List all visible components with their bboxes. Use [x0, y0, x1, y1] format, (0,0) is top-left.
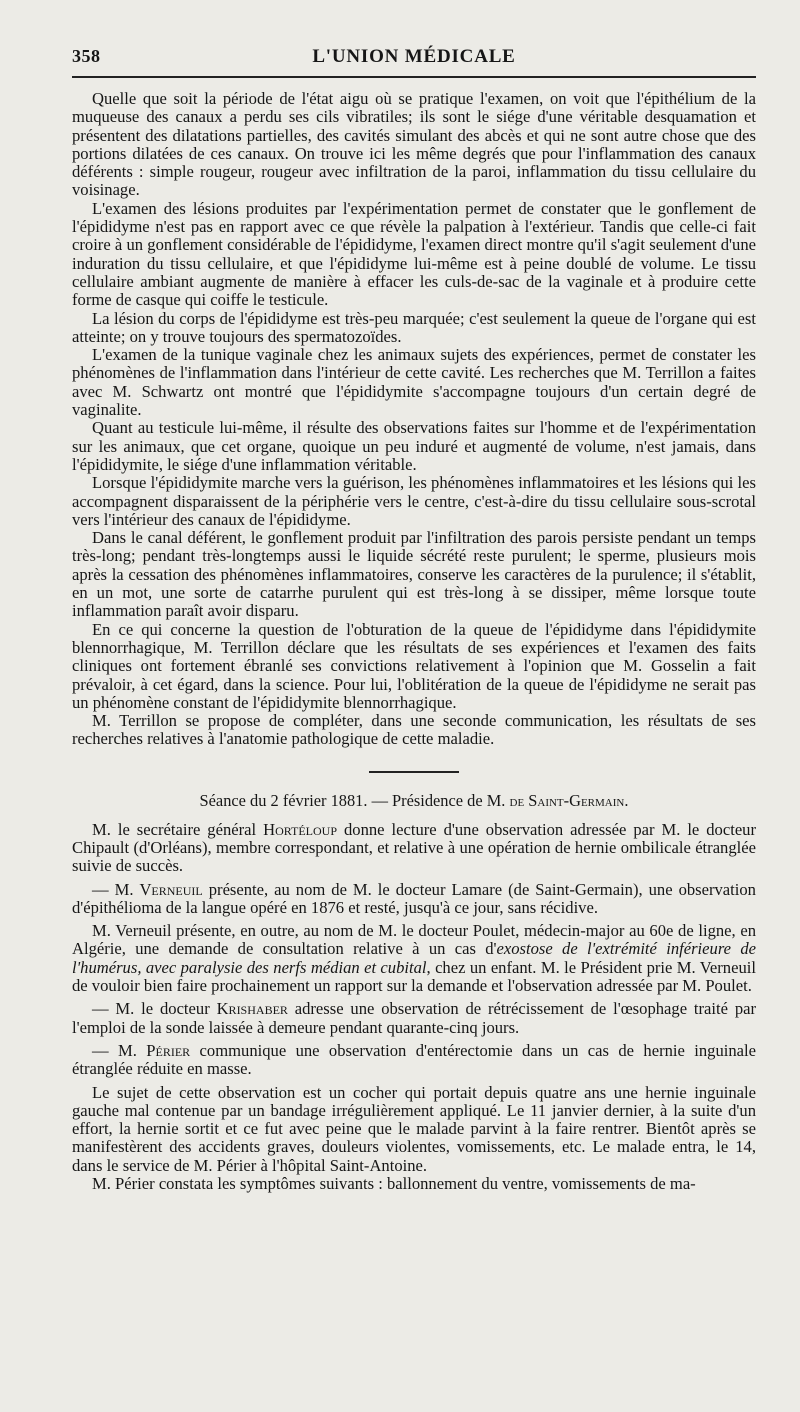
text-run: M. Verneuil présente, en outre, au nom de M. le docteur Poulet, médecin-major au 60e de ligne, en Algérie, une demande de consultation relative à un cas d'	[72, 921, 756, 959]
header-rule	[72, 76, 756, 78]
journal-title: L'UNION MÉDICALE	[312, 46, 516, 67]
paragraph: Le sujet de cette observation est un cocher qui portait depuis quatre ans une hernie inguinale gauche mal contenue par un bandage irrégulièrement appliqué. Le 11 janvier dernier, à la suite d'un effort, la hernie sortit et ce fut avec peine que le malade parvint à la faire rentrer. Bientôt après se manifestèrent des accidents graves, douleurs violentes, vomissements, etc. Le malade entra, le 14, dans le service de M. Périer à l'hôpital Saint-Antoine.	[72, 1082, 756, 1175]
seance-body	[72, 821, 756, 1194]
text-run: — M.	[92, 1040, 147, 1060]
text-run: donne lecture d'une observation adressée par M. le docteur Chipault (d'Orléans), membre correspondant, et relative à une opération de hernie ombilicale étranglée suivie de succès.	[72, 819, 757, 876]
person-name: Verneuil	[139, 879, 203, 899]
paragraph: Lorsque l'épididymite marche vers la guérison, les phénomènes inflammatoires et les lésions qui les accompagnent disparaissent de la périphérie vers le centre, c'est-à-dire du tissu cellulaire sous-scrotal vers l'intérieur des canaux de l'épididyme.	[72, 473, 756, 529]
seance-heading-text: Séance du 2 février 1881. — Présidence de M.	[199, 790, 510, 810]
paragraph: Quelle que soit la période de l'état aigu où se pratique l'examen, on voit que l'épithélium de la muqueuse des canaux a perdu ses cils vibratiles; ils sont le siége d'une véritable desquamation et présentent des dilatations partielles, des cavités simulant des abcès et qui ne sont autre chose que des portions dilatées de ces canaux. On trouve ici les même degrés que pour l'inflammation des canaux déférents : simple rougeur, rougeur avec infiltration de la paroi, inflammation du tissu cellulaire du voisinage.	[72, 89, 756, 200]
paragraph	[72, 881, 756, 918]
person-name: Périer	[146, 1040, 191, 1060]
paragraph	[72, 922, 756, 995]
person-name: Hortéloup	[263, 819, 338, 839]
italic-title: exostose de l'extrémité inférieure de l'humérus, avec paralysie des nerfs médian et cubital	[72, 939, 757, 977]
person-name: Krishaber	[216, 999, 288, 1019]
seance-heading	[72, 791, 756, 811]
seance-president-name: de Saint-Germain	[509, 790, 625, 810]
paragraph: Dans le canal déférent, le gonflement produit par l'infiltration des parois persiste pendant un temps très-long; pendant très-longtemps aussi le liquide sécrété reste purulent; le sperme, plusieurs mois après la cessation des phénomènes inflammatoires, conserve les caractères de la purulence; il s'établit, en un mot, une sorte de catarrhe purulent qui est très-long à se dissiper, même lorsque toute inflammation paraît avoir disparu.	[72, 528, 756, 621]
paragraph	[72, 1000, 756, 1037]
text-run: présente, au nom de M. le docteur Lamare (de Saint-Germain), une observation d'épithélioma de la langue opéré en 1876 et resté, jusqu'à ce jour, sans récidive.	[72, 879, 756, 917]
page-number: 358	[72, 46, 101, 66]
article-body	[72, 90, 756, 749]
paragraph: En ce qui concerne la question de l'obturation de la queue de l'épididyme dans l'épididymite blennorrhagique, M. Terrillon déclare que les résultats de ses expériences et l'examen des faits cliniques ont fortement ébranlé ses convictions relativement à l'opinion que M. Gosselin a fait prévaloir, à cet égard, dans la science. Pour lui, l'oblitération de la queue de l'épididyme ne serait pas un phénomène constant de l'épididymite blennorrhagique.	[72, 619, 756, 712]
text-run: M. le secrétaire général	[92, 819, 264, 839]
section-divider	[369, 771, 459, 773]
paragraph: M. Terrillon se propose de compléter, dans une seconde communication, les résultats de ses recherches relatives à l'anatomie pathologique de cette maladie.	[72, 711, 756, 749]
text-run: adresse une observation de rétrécissement de l'œsophage traité par l'emploi de la sonde laissée à demeure pendant quarante-cinq jours.	[72, 999, 757, 1037]
text-run: — M.	[92, 879, 140, 899]
paragraph: L'examen de la tunique vaginale chez les animaux sujets des expériences, permet de constater les phénomènes de l'inflammation dans l'intérieur de cette cavité. Les recherches que M. Terrillon a faites avec M. Schwartz ont montré que l'épididymite s'accompagne toujours d'un certain degré de vaginalite.	[72, 345, 756, 420]
text-run: communique une observation d'entérectomie dans un cas de hernie inguinale étranglée réduite en masse.	[72, 1040, 757, 1079]
running-head	[72, 46, 756, 74]
paragraph: Quant au testicule lui-même, il résulte des observations faites sur l'homme et de l'expérimentation sur les animaux, que cet organe, quoique un peu induré et augmenté de volume, n'est jamais, dans l'épididymite, le siége d'une inflammation véritable.	[72, 418, 756, 474]
paragraph: L'examen des lésions produites par l'expérimentation permet de constater que le gonflement de l'épididyme n'est pas en rapport avec ce que révèle la palpation à l'extérieur. Tandis que celle-ci fait croire à un gonflement considérable de l'épididyme, l'examen direct montre qu'il s'agit seulement d'une induration du tissu cellulaire, et que l'épididyme lui-même est à peine doublé de volume. Le tissu cellulaire ambiant augmente de manière à effacer les culs-de-sac de la vaginale et à produire cette forme de casque qui coiffe le testicule.	[72, 198, 756, 310]
paragraph	[72, 821, 756, 876]
paragraph: M. Périer constata les symptômes suivants : ballonnement du ventre, vomissements de ma-	[92, 1174, 696, 1194]
text-run: , chez un enfant. M. le Président prie M. Verneuil de vouloir bien faire prochainement un rapport sur la demande et l'observation adressée par M. Poulet.	[72, 957, 756, 996]
paragraph: La lésion du corps de l'épididyme est très-peu marquée; c'est seulement la queue de l'organe qui est atteinte; on y trouve toujours des spermatozoïdes.	[72, 308, 756, 346]
text-run: — M. le docteur	[92, 999, 217, 1019]
paragraph	[72, 1042, 756, 1079]
seance-heading-end: .	[624, 790, 629, 810]
